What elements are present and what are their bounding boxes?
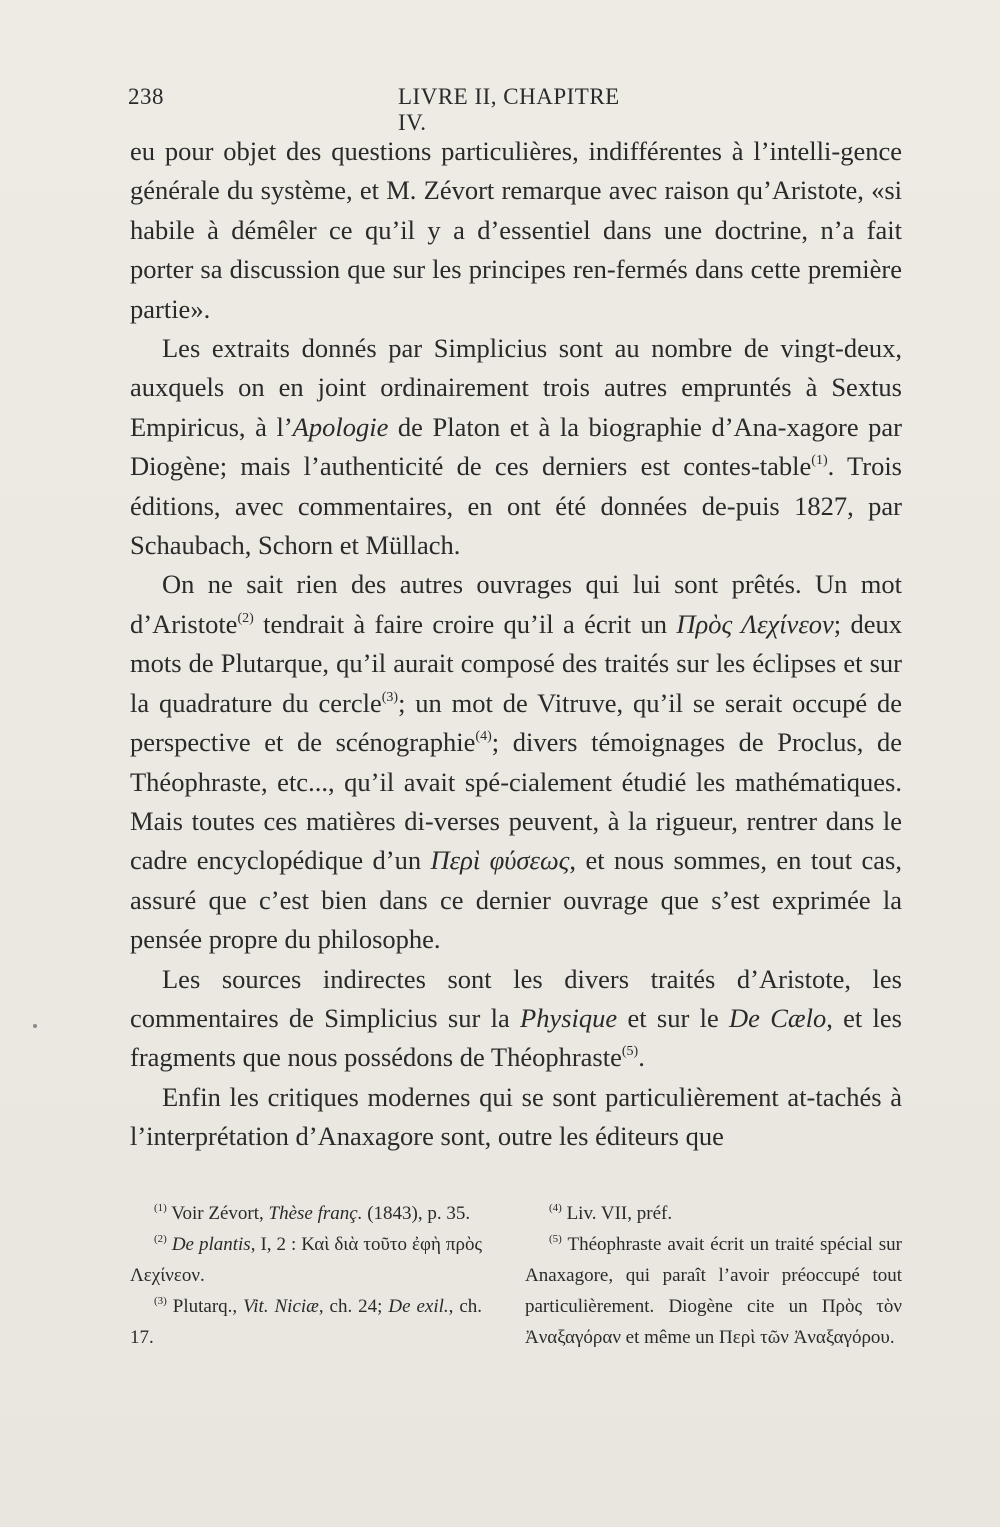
footnote-5-mark: (5): [549, 1233, 562, 1245]
footnote-1-text-a: Voir Zévort,: [166, 1203, 269, 1224]
footnote-1-mark: (1): [154, 1202, 167, 1214]
footnote-2-text-b: , I, 2 : Καὶ διὰ τοῦτο ἐφὴ πρὸς Λεχίνεον.: [130, 1234, 482, 1286]
p4-title-physique: Physique: [520, 1002, 618, 1033]
footnote-1-title: Thèse franç.: [268, 1203, 363, 1224]
p3-text-d: ; un mot de Vitruve, qu’il se serait occupé de perspective et de scénographie: [130, 687, 902, 758]
p2-title-apologie: Apologie: [292, 411, 389, 442]
margin-speck: [33, 1024, 37, 1028]
footnote-5-text: Théophraste avait écrit un traité spécial sur Anaxagore, qui paraît l’avoir préoccupé tout particulièrement. Diogène cite un Πρὸς τὸν Ἀναξαγόραν et même un Περὶ τῶν Ἀναξαγόρου.: [525, 1234, 902, 1348]
p4-text-f: .: [638, 1042, 645, 1073]
p3-text-c: ; deux mots de Plutarque, qu’il aurait composé des traités sur les éclipses et sur la quadrature du cercle: [130, 608, 903, 718]
paragraph-3: [130, 565, 902, 959]
footnote-3-mark: (3): [154, 1295, 167, 1307]
footnote-3-text-e: , ch. 17.: [130, 1296, 483, 1348]
footnote-5: [525, 1229, 902, 1353]
p4-title-de-caelo: De Cælo: [729, 1002, 827, 1033]
p2-text-c: de Platon et à la biographie d’Ana-xagore par Diogène; mais l’authenticité de ces derniers est contes-table: [130, 411, 902, 482]
p3-text-e: ; divers témoignages de Proclus, de Théophraste, etc..., qu’il avait spé-cialement étudié les mathématiques. Mais toutes ces matières di-verses peuvent, à la rigueur, rentrer dans le cadre encyclopédique d’un: [130, 727, 902, 876]
footnote-2-title: De plantis: [166, 1234, 251, 1255]
running-title: LIVRE II, CHAPITRE IV.: [398, 84, 620, 135]
footnote-4-text: Liv. VII, préf.: [561, 1203, 673, 1224]
p2-text-a: Les extraits donnés par Simplicius sont au nombre de vingt-deux, auxquels on en joint ordinairement trois autres empruntés à Sextus Empiricus, à l’: [130, 333, 902, 442]
footnote-ref-5[interactable]: (5): [621, 1044, 639, 1060]
footnote-3-title-1: Vit. Niciæ: [243, 1296, 319, 1317]
p4-text-a: Les sources indirectes sont les divers traités d’Aristote, les commentaires de Simplicius sur la: [130, 963, 902, 1033]
footnote-1-text-c: (1843), p. 35.: [362, 1203, 471, 1224]
footnote-2-mark: (2): [154, 1233, 167, 1245]
p4-text-c: et sur le: [617, 1002, 730, 1033]
footnote-3-text-c: , ch. 24;: [318, 1296, 389, 1317]
p3-greek-title-1: Πρὸς Λεχίνεον: [676, 608, 834, 639]
footnote-ref-2[interactable]: (2): [237, 610, 254, 626]
footnote-4-mark: (4): [549, 1202, 562, 1214]
p3-greek-title-2: Περὶ φύσεως: [430, 845, 570, 876]
footnote-1: [130, 1198, 482, 1229]
footnote-2: [130, 1229, 482, 1291]
p3-text-b: tendrait à faire croire qu’il a écrit un: [253, 608, 677, 639]
paragraph-1: eu pour objet des questions particulières, indifférentes à l’intelli-gence générale du système, et M. Zévort remarque avec raison qu’Aristote, «si habile à démêler ce qu’il y a d’essentiel dans une doctrine, n’a fait porter sa discussion que sur les principes ren-fermés dans cette première partie».: [130, 136, 902, 324]
p3-text-a: On ne sait rien des autres ouvrages qui lui sont prêtés. Un mot d’Aristote: [130, 569, 902, 639]
main-text: [130, 132, 902, 1157]
footnote-ref-4[interactable]: (4): [475, 729, 492, 745]
footnote-ref-3[interactable]: (3): [381, 689, 399, 705]
footnote-4: [525, 1198, 902, 1229]
p3-text-f: , et nous sommes, en tout cas, assuré que c’est bien dans ce dernier ouvrage que s’est exprimée la pensée propre du philosophe.: [130, 845, 902, 955]
footnotes-right-column: [525, 1198, 902, 1353]
p2-text-d: . Trois éditions, avec commentaires, en ont été données de-puis 1827, par Schaubach, Schorn et Müllach.: [130, 451, 902, 561]
running-header: [128, 84, 648, 135]
page-number: 238: [128, 84, 164, 109]
footnote-ref-1[interactable]: (1): [811, 453, 828, 469]
paragraph-5: Enfin les critiques modernes qui se sont particulièrement at-tachés à l’interprétation d’Anaxagore sont, outre les éditeurs que: [130, 1081, 902, 1152]
p4-text-e: , et les fragments que nous possédons de Théophraste: [130, 1002, 902, 1073]
footnotes-left-column: [130, 1198, 482, 1353]
footnote-3-text-a: Plutarq.,: [166, 1296, 244, 1317]
paragraph-4: [130, 960, 902, 1078]
footnote-3-title-2: De exil.: [388, 1296, 449, 1317]
footnote-3: [130, 1291, 482, 1353]
paragraph-2: [130, 329, 902, 565]
